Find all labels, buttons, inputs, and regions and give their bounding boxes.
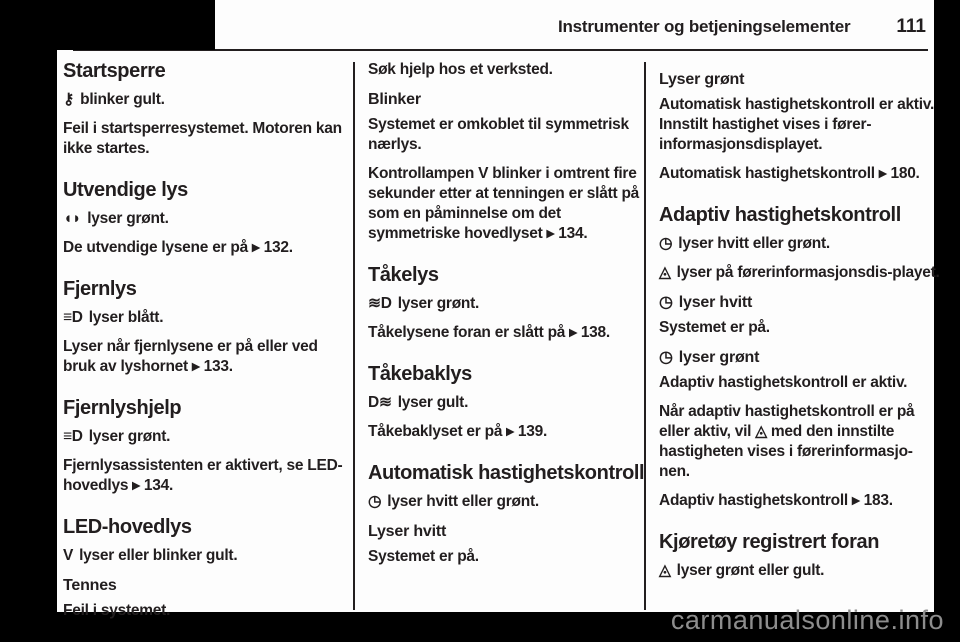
section-heading-fjernlys: Fjernlys <box>63 278 137 300</box>
led-headlight-icon: V <box>478 165 489 182</box>
scan-corner-shadow <box>57 0 215 50</box>
sub-heading-tennes: Tennes <box>63 577 117 594</box>
chapter-title: Instrumenter og betjeningselementer <box>557 17 851 36</box>
lamp-status-line <box>659 234 941 254</box>
lamp-status-line <box>368 294 650 314</box>
sub-heading-lyser-hvitt: Lyser hvitt <box>368 523 447 540</box>
sub-heading-blinker: Blinker <box>368 91 421 108</box>
lamp-status-line <box>368 492 650 512</box>
lamp-status-text: lyser grønt. <box>88 428 171 445</box>
adaptive-cruise-icon: ◷ <box>659 235 673 252</box>
paragraph-text: Når adaptiv hastighetskontroll er på eller aktiv, vil <box>659 403 915 440</box>
body-paragraph: Systemet er omkoblet til symmetrisk nærlys. <box>368 116 629 153</box>
paragraph-text: med den innstilte hastigheten vises i førerinformasjo-nen. <box>659 423 913 480</box>
body-paragraph: Tåkebaklyset er på ▸ 139. <box>368 423 548 440</box>
section-heading-utvendige-lys: Utvendige lys <box>63 179 188 201</box>
lamp-status-line <box>63 209 345 229</box>
body-paragraph: Fjernlysassistenten er aktivert, se LED-hovedlys ▸ 134. <box>63 457 343 494</box>
lamp-status-text: lyser eller blinker gult. <box>79 547 238 564</box>
column-divider <box>353 62 355 610</box>
body-paragraph <box>368 164 650 244</box>
adaptive-cruise-icon: ◷ <box>659 294 673 311</box>
column-2 <box>368 60 650 576</box>
body-paragraph: Tåkelysene foran er slått på ▸ 138. <box>368 324 610 341</box>
section-heading-kjoretoy-registrert-foran: Kjøretøy registrert foran <box>659 531 880 553</box>
body-paragraph: Feil i startsperresystemet. Motoren kan ikke startes. <box>63 120 342 157</box>
exterior-lights-icon: ◖◗ <box>63 210 82 227</box>
sub-heading-text: lyser hvitt <box>678 294 753 311</box>
column-3 <box>659 60 941 590</box>
lamp-status-line <box>659 561 941 581</box>
lamp-status-text: lyser blått. <box>88 309 164 326</box>
page-header <box>558 16 926 38</box>
sub-heading-lyser-gront: Lyser grønt <box>659 71 745 88</box>
lamp-status-text: lyser hvitt eller grønt. <box>678 235 830 252</box>
section-heading-startsperre: Startsperre <box>63 60 166 82</box>
lamp-status-line <box>63 308 345 328</box>
vehicle-ahead-icon: ◬ <box>659 562 671 579</box>
section-heading-adaptiv-hastighetskontroll: Adaptiv hastighetskontroll <box>659 204 901 226</box>
lamp-status-text: lyser grønt. <box>87 210 169 227</box>
lamp-status-text: lyser hvitt eller grønt. <box>387 493 539 510</box>
cruise-control-icon: ◷ <box>368 493 382 510</box>
column-1 <box>63 60 345 630</box>
manual-page <box>57 0 940 619</box>
body-paragraph: Systemet er på. <box>659 319 770 336</box>
rear-fog-icon: D≋ <box>368 394 392 411</box>
sub-heading-acc-lyser-gront <box>659 348 941 368</box>
lamp-status-text: lyser gult. <box>397 394 469 411</box>
body-paragraph: Adaptiv hastighetskontroll er aktiv. <box>659 374 908 391</box>
paragraph-text: blinker i omtrent fire sekunder etter at tenningen er slått på som en påminnelse om det symmetriske hovedlyset ▸ 134. <box>368 165 640 242</box>
lamp-status-line <box>63 90 345 110</box>
body-paragraph: Adaptiv hastighetskontroll ▸ 183. <box>659 492 893 509</box>
adaptive-cruise-icon: ◷ <box>659 349 673 366</box>
section-heading-takelys: Tåkelys <box>368 264 439 286</box>
body-paragraph: Systemet er på. <box>368 548 479 565</box>
sub-heading-text: lyser grønt <box>678 349 760 366</box>
vehicle-ahead-icon: ◬ <box>659 264 671 281</box>
section-heading-automatisk-hastighetskontroll: Automatisk hastighetskontroll <box>368 462 645 484</box>
lamp-status-line <box>63 427 345 447</box>
lamp-status-line <box>368 393 650 413</box>
lamp-status-text: lyser grønt. <box>397 295 480 312</box>
lamp-status-text: lyser grønt eller gult. <box>676 562 825 579</box>
vehicle-ahead-icon: ◬ <box>755 423 767 440</box>
section-heading-fjernlyshjelp: Fjernlyshjelp <box>63 397 182 419</box>
high-beam-assist-icon: ≡D <box>63 428 83 445</box>
section-heading-led-hovedlys: LED-hovedlys <box>63 516 192 538</box>
section-heading-takebaklys: Tåkebaklys <box>368 363 472 385</box>
body-paragraph: De utvendige lysene er på ▸ 132. <box>63 239 293 256</box>
lamp-status-text: blinker gult. <box>80 91 165 108</box>
body-paragraph: Lyser når fjernlysene er på eller ved bruk av lyshornet ▸ 133. <box>63 338 318 375</box>
body-paragraph <box>659 402 941 482</box>
lamp-status-text: lyser på førerinformasjonsdis-playet. <box>676 264 940 281</box>
lamp-status-line <box>659 263 941 283</box>
body-paragraph: Automatisk hastighetskontroll ▸ 180. <box>659 165 920 182</box>
high-beam-icon: ≡D <box>63 309 83 326</box>
led-headlight-icon: V <box>63 547 74 564</box>
page-number: 111 <box>896 16 926 37</box>
watermark: carmanualsonline.info <box>670 605 944 635</box>
immobilizer-icon: ⚷ <box>63 91 75 108</box>
sub-heading-acc-lyser-hvitt <box>659 293 941 313</box>
body-paragraph: Feil i systemet. <box>63 602 171 619</box>
lamp-status-line <box>63 546 345 566</box>
body-paragraph: Søk hjelp hos et verksted. <box>368 61 553 78</box>
paragraph-text: Kontrollampen <box>368 165 475 182</box>
body-paragraph: Automatisk hastighetskontroll er aktiv. Innstilt hastighet vises i fører-informasjonsdisplayet. <box>659 96 935 153</box>
front-fog-icon: ≋D <box>368 295 392 312</box>
